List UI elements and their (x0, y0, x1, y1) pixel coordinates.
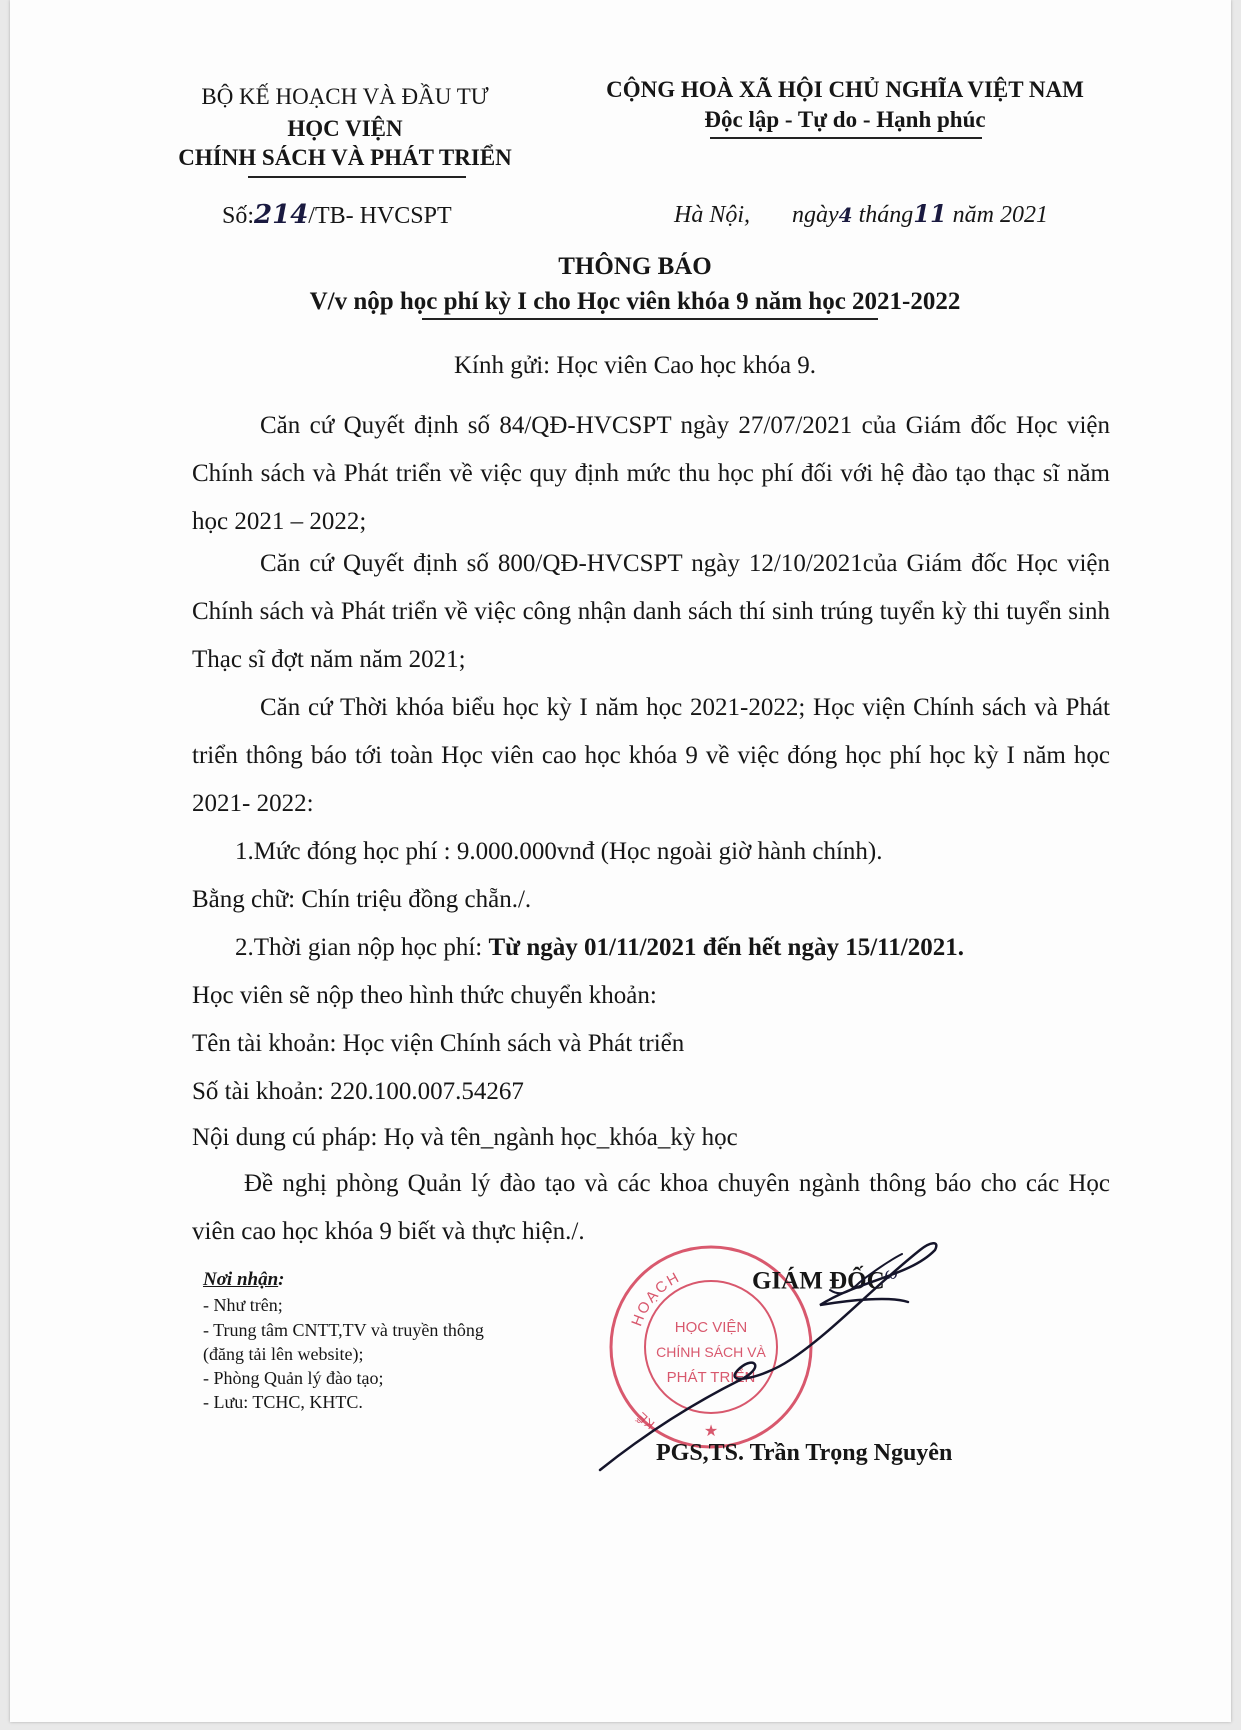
paragraph-text: Đề nghị phòng Quản lý đào tạo và các khoa chuyên ngành thông báo cho các Học viên cao học khóa 9 biết và thực hiện./. (192, 1170, 1110, 1245)
signature-initial: ω (884, 1264, 898, 1283)
account-number-line: Số tài khoản: 220.100.007.54267 (192, 1078, 524, 1105)
document-subject: V/v nộp học phí kỳ I cho Học viên khóa 9 năm học 2021-2022 (309, 288, 961, 315)
account-name-line: Tên tài khoản: Học viện Chính sách và Phát triển (192, 1030, 685, 1057)
doc-no-suffix: /TB- HVCSPT (308, 203, 452, 229)
org-name-line2: CHÍNH SÁCH VÀ PHÁT TRIỂN (178, 145, 512, 170)
payment-time-line (235, 934, 964, 962)
paragraph-text: Căn cứ Thời khóa biểu học kỳ I năm học 2021-2022; Học viện Chính sách và Phát triển thông báo tới toàn Học viên cao học khóa 9 về việc đóng học phí học kỳ I năm học 2021- 2022: (192, 694, 1110, 817)
stamp-center-line: CHÍNH SÁCH VÀ (656, 1344, 766, 1360)
transfer-syntax-line: Nội dung cú pháp: Họ và tên_ngành học_khóa_kỳ học (192, 1124, 738, 1151)
recipient-line: Kính gửi: Học viên Cao học khóa 9. (453, 352, 817, 379)
stamp-arc-top: HOẠCH (628, 1268, 684, 1329)
date-thang-label: tháng (858, 202, 914, 228)
signer-name: PGS,TS. Trần Trọng Nguyên (656, 1440, 953, 1466)
ministry-name: BỘ KẾ HOẠCH VÀ ĐẦU TƯ (201, 84, 489, 109)
receivers-title (203, 1269, 284, 1291)
country-name: CỘNG HOÀ XÃ HỘI CHỦ NGHĨA VIỆT NAM (606, 77, 1084, 102)
payment-time-range: Từ ngày 01/11/2021 đến hết ngày 15/11/2021. (488, 934, 964, 961)
receiver-item: (đăng tải lên website); (203, 1344, 364, 1364)
date-year: năm 2021 (952, 202, 1049, 228)
stamp-star-icon: ★ (703, 1423, 719, 1440)
doc-no-prefix: Số: (222, 203, 255, 229)
subject-underline (422, 318, 878, 320)
org-name-line1: HỌC VIỆN (287, 116, 403, 141)
receiver-item: - Phòng Quản lý đào tạo; (203, 1368, 384, 1388)
paragraph-legal-basis-1 (192, 402, 1110, 546)
org-underline (248, 176, 466, 178)
transfer-method-line: Học viên sẽ nộp theo hình thức chuyển khoản: (192, 982, 657, 1009)
payment-time-label: 2.Thời gian nộp học phí: (235, 934, 489, 961)
receiver-item: - Lưu: TCHC, KHTC. (203, 1392, 363, 1412)
date-month-handwritten: 11 (913, 199, 947, 228)
document-number (222, 200, 452, 230)
date-ngay-label: ngày (792, 202, 839, 228)
place: Hà Nội, (674, 202, 751, 228)
document-page (10, 0, 1231, 1722)
receiver-item: - Như trên; (203, 1295, 283, 1315)
receivers-title-text: Nơi nhận (203, 1269, 279, 1290)
receivers-title-colon: : (278, 1269, 285, 1290)
stamp-arc-left: KẾ (634, 1409, 658, 1433)
signature-role-text: GIÁM ĐỐC (752, 1267, 885, 1295)
date-line (674, 199, 1048, 229)
fee-in-words-line: Bằng chữ: Chín triệu đồng chẵn./. (192, 886, 532, 913)
motto-underline (710, 137, 982, 139)
stamp-center-line: HỌC VIỆN (674, 1319, 748, 1336)
fee-amount-line: 1.Mức đóng học phí : 9.000.000vnđ (Học ngoài giờ hành chính). (235, 838, 883, 865)
paragraph-legal-basis-3 (192, 684, 1110, 828)
document-title: THÔNG BÁO (558, 253, 712, 280)
paragraph-legal-basis-2 (192, 540, 1110, 684)
doc-no-handwritten: 214 (254, 200, 309, 230)
date-day-handwritten: 4 (838, 203, 853, 227)
receiver-item: - Trung tâm CNTT,TV và truyền thông (203, 1320, 484, 1340)
paragraph-text: Căn cứ Quyết định số 800/QĐ-HVCSPT ngày 12/10/2021của Giám đốc Học viện Chính sách và Phát triển về việc công nhận danh sách thí sinh trúng tuyển kỳ thi tuyển sinh Thạc sĩ đợt năm năm 2021; (192, 550, 1110, 673)
stamp-center-line: PHÁT TRIỂN (666, 1369, 756, 1386)
national-motto: Độc lập - Tự do - Hạnh phúc (704, 107, 986, 132)
paragraph-text: Căn cứ Quyết định số 84/QĐ-HVCSPT ngày 27/07/2021 của Giám đốc Học viện Chính sách và Phát triển về việc quy định mức thu học phí đối với hệ đào tạo thạc sĩ năm học 2021 – 2022; (192, 412, 1110, 535)
